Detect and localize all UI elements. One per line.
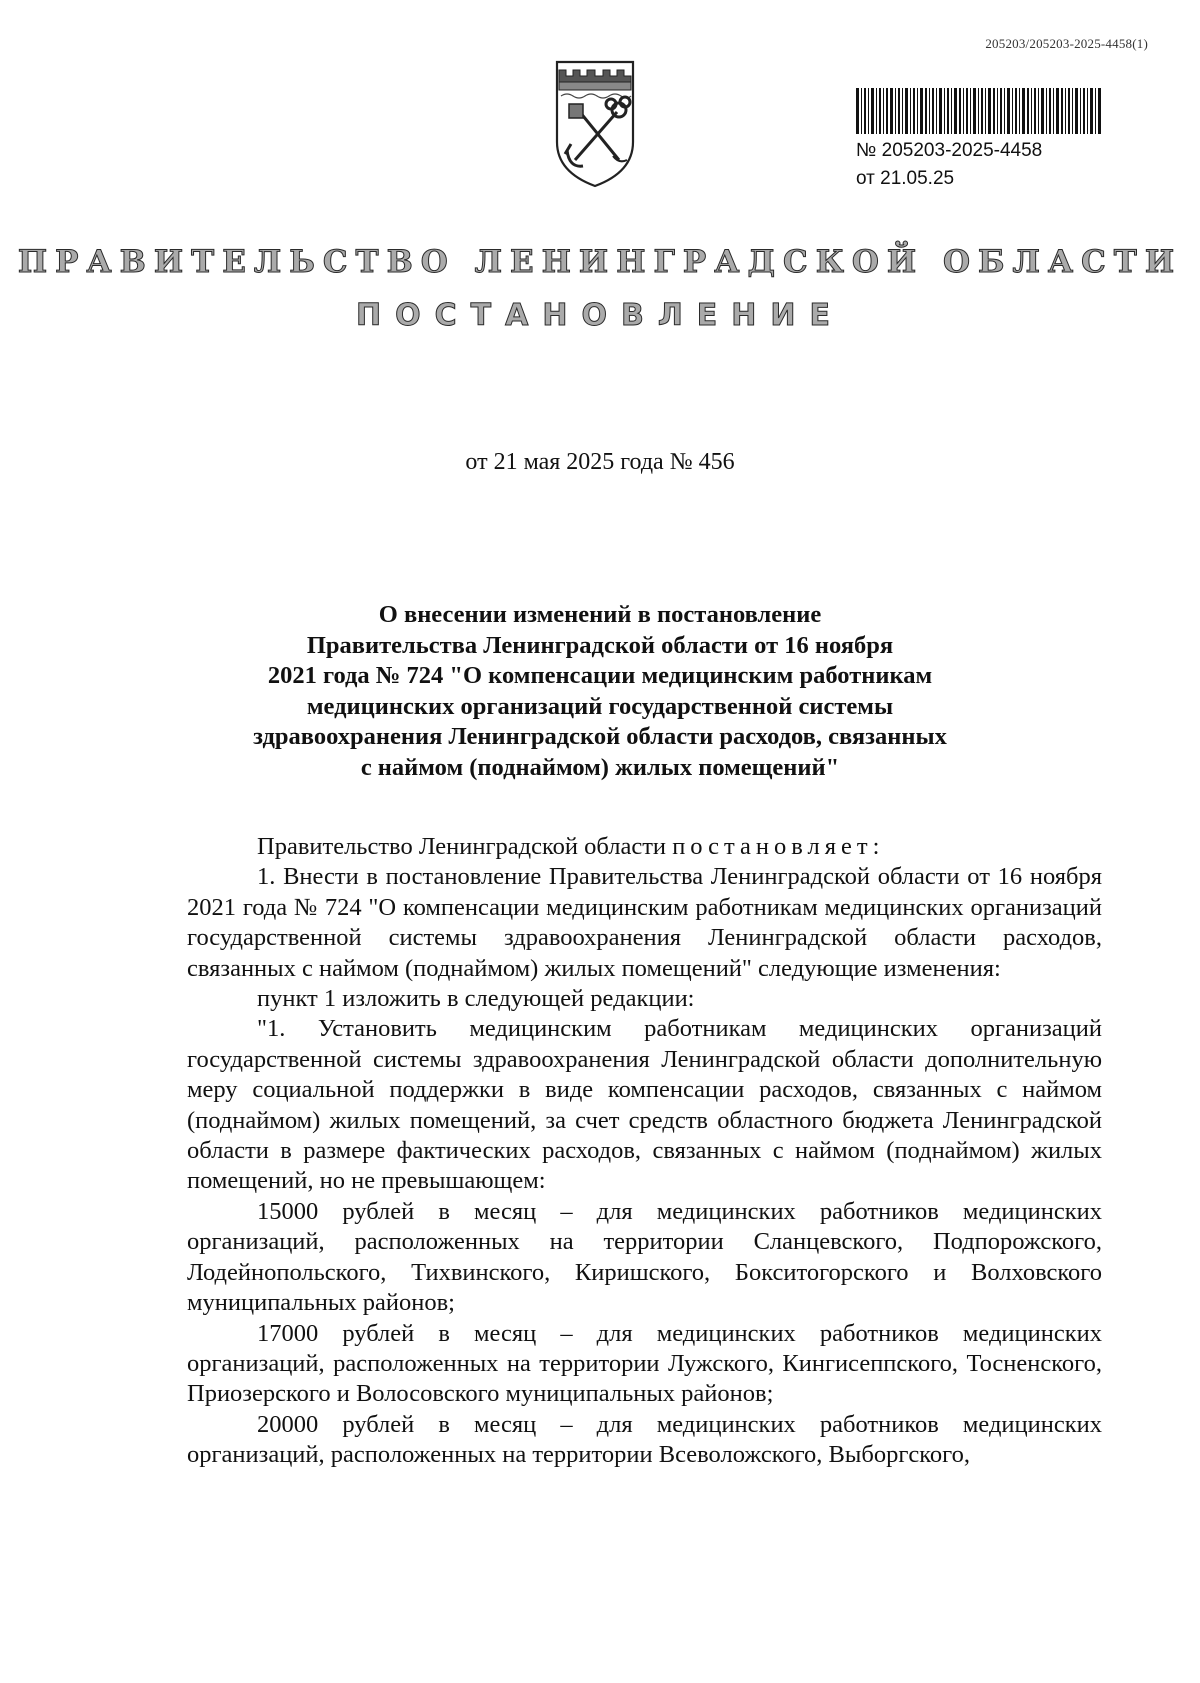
paragraph-3: "1. Установить медицинским работникам медицинских организаций государственной системы здравоохранения Ленинградской области дополнительную меру социальной поддержки в виде компенсации расходов, связанных с наймом (поднаймом) жилых помещений, за счет средств областного бюджета Ленинградской области в размере фактических расходов, связанных с наймом (поднаймом) жилых помещений, но не превышающем: <box>187 1015 1102 1195</box>
paragraph-17000: 17000 рублей в месяц – для медицинских работников медицинских организаций, расположенных на территории Лужского, Кингисеппского, Тосненского, Приозерского и Волосовского муниципальных районов; <box>187 1319 1102 1408</box>
paragraph-1: 1. Внести в постановление Правительства Ленинградской области от 16 ноября 2021 года № 724 "О компенсации медицинским работникам медицинских организаций государственной системы здравоохранения Ленинградской области расходов, связанных с наймом (поднаймом) жилых помещений" следующие изменения: <box>187 863 1102 982</box>
document-title <box>150 600 1050 783</box>
paragraph-15000: 15000 рублей в месяц – для медицинских работников медицинских организаций, расположенных на территории Сланцевского, Подпорожского, Лодейнопольского, Тихвинского, Киришского, Бокситогорского и Волховского муниципальных районов; <box>187 1197 1102 1317</box>
document-title-line: 2021 года № 724 "О компенсации медицинским работникам <box>267 662 933 689</box>
paragraph-20000: 20000 рублей в месяц – для медицинских работников медицинских организаций, расположенных на территории Всеволожского, Выборгского, <box>187 1410 1102 1469</box>
document-title-line: медицинских организаций государственной системы <box>306 692 894 720</box>
paragraph-2: пункт 1 изложить в следующей редакции: <box>257 985 695 1013</box>
document-ref-number: 205203/205203-2025-4458(1) <box>985 36 1148 51</box>
document-title-line: с наймом (поднаймом) жилых помещений" <box>360 753 840 781</box>
intro-paragraph <box>187 832 1102 862</box>
barcode-icon <box>856 88 1102 134</box>
intro-verb: постановляет: <box>672 833 885 860</box>
resolution-heading: ПОСТАНОВЛЕНИЕ <box>356 298 844 333</box>
document-title-line: Правительства Ленинградской области от 16 ноября <box>306 631 894 659</box>
document-body <box>187 832 1102 1471</box>
coat-of-arms-icon <box>553 60 637 190</box>
document-title-line: здравоохранения Ленинградской области расходов, связанных <box>253 723 947 750</box>
resolution-date-number: от 21 мая 2025 года № 456 <box>465 449 735 475</box>
government-title: ПРАВИТЕЛЬСТВО ЛЕНИНГРАДСКОЙ ОБЛАСТИ <box>17 244 1183 280</box>
registration-number: № 205203-2025-4458 <box>856 140 1043 161</box>
registration-date: от 21.05.25 <box>856 168 955 189</box>
registration-block <box>856 88 1106 190</box>
document-title-line: О внесении изменений в постановление <box>378 601 822 628</box>
intro-subject: Правительство Ленинградской области <box>257 833 667 860</box>
